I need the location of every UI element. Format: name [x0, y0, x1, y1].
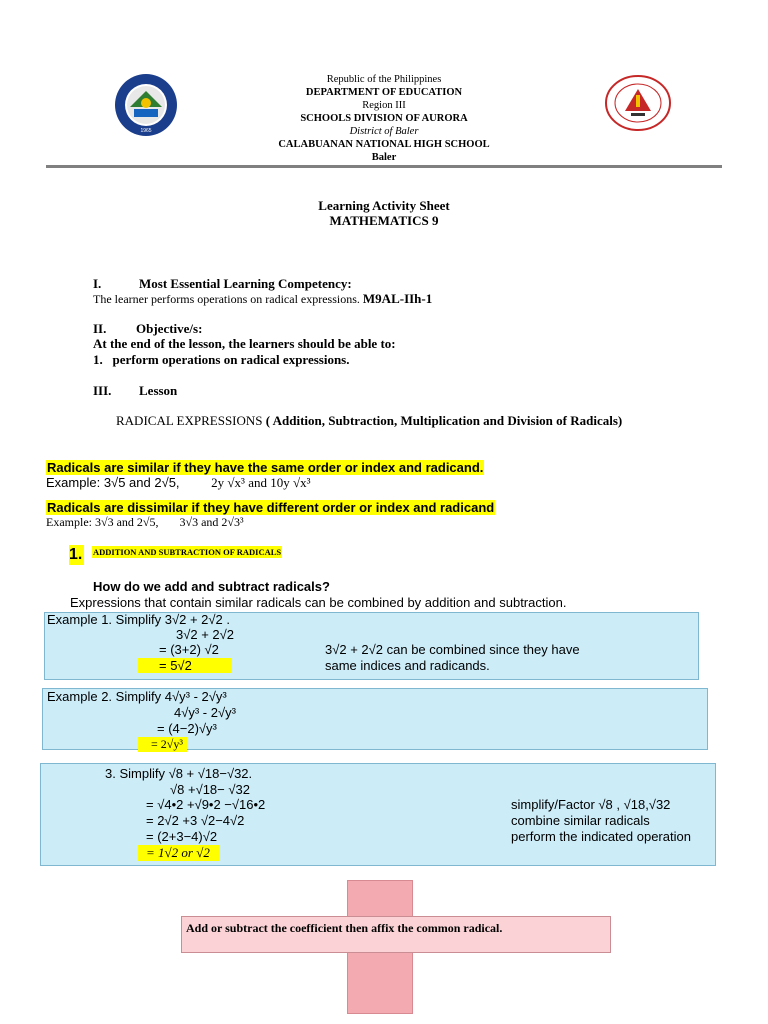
dissimilar-example-label: Example: — [46, 515, 92, 529]
example1-note1: 3√2 + 2√2 can be combined since they have — [325, 642, 580, 657]
similar-example-b: 2y √x³ and 10y √x³ — [211, 475, 311, 490]
topic-title: ADDITION AND SUBTRACTION OF RADICALS — [93, 547, 282, 557]
section3-num: III. — [93, 383, 112, 398]
example2-answer: = 2√y³ — [138, 737, 187, 752]
example2-line1: Example 2. Simplify 4√y³ - 2√y³ — [47, 689, 227, 704]
school-seal-logo — [605, 75, 671, 131]
header-region: Region III — [362, 100, 406, 111]
seal-year: 1965 — [140, 128, 152, 134]
example1-note2: same indices and radicands. — [325, 658, 490, 673]
example1-line1: Example 1. Simplify 3√2 + 2√2 . — [47, 612, 230, 627]
header-country: Republic of the Philippines — [326, 74, 442, 85]
objective-intro: At the end of the lesson, the learners should be able to: — [93, 336, 396, 351]
example3-line2: √8 +√18− √32 — [170, 782, 250, 797]
sheet-title: Learning Activity Sheet — [318, 198, 450, 213]
topic-number: 1. — [69, 546, 83, 563]
header-divider — [46, 165, 722, 168]
header-town: Baler — [371, 152, 397, 163]
example3-line5: = (2+3−4)√2 — [146, 829, 218, 844]
example3-line4: = 2√2 +3 √2−4√2 — [146, 813, 245, 828]
example3-note3: perform the indicated operation — [511, 829, 691, 844]
header-district: District of Baler — [349, 126, 419, 137]
explanation: Expressions that contain similar radicals can be combined by addition and subtraction. — [70, 595, 567, 610]
example3-note1: simplify/Factor √8 , √18,√32 — [511, 797, 671, 812]
example2-line2: 4√y³ - 2√y³ — [174, 705, 236, 720]
lesson-title-sub: ( Addition, Subtraction, Multiplication and Division of Radicals) — [262, 413, 623, 428]
division-seal-logo — [114, 73, 178, 137]
subject-title: MATHEMATICS 9 — [329, 213, 439, 228]
competency-code: M9AL-IIh-1 — [362, 291, 433, 306]
dissimilar-example-b: 3√3 and 2√3³ — [179, 515, 244, 529]
header-school: CALABUANAN NATIONAL HIGH SCHOOL — [278, 139, 490, 150]
section2-heading: Objective/s: — [136, 321, 203, 336]
example1-answer: = 5√2 — [138, 658, 232, 673]
example2-line3: = (4−2)√y³ — [157, 721, 217, 736]
section2-num: II. — [93, 321, 107, 336]
header-division: SCHOOLS DIVISION OF AURORA — [300, 113, 468, 124]
rule-text: Add or subtract the coefficient then affix the common radical. — [186, 921, 503, 935]
objective-item: 1. perform operations on radical expressions. — [93, 352, 350, 367]
dissimilar-example-a: 3√3 and 2√5, — [94, 515, 159, 529]
section1-num: I. — [93, 276, 102, 291]
example1-line3: = (3+2) √2 — [159, 642, 219, 657]
question: How do we add and subtract radicals? — [93, 579, 330, 594]
similar-example-label: Example: — [46, 475, 101, 490]
section1-heading: Most Essential Learning Competency: — [139, 276, 352, 291]
dissimilar-rule: Radicals are dissimilar if they have different order or index and radicand — [47, 500, 495, 515]
header-department: DEPARTMENT OF EDUCATION — [305, 87, 463, 98]
lesson-title-main: RADICAL EXPRESSIONS — [116, 413, 263, 428]
example3-answer: = 1√2 or √2 — [138, 845, 220, 861]
example3-line3: = √4•2 +√9•2 −√16•2 — [146, 797, 266, 812]
section3-heading: Lesson — [139, 383, 178, 398]
section1-text: The learner performs operations on radical expressions. — [93, 292, 360, 306]
similar-rule: Radicals are similar if they have the same order or index and radicand. — [47, 460, 484, 475]
example3-note2: combine similar radicals — [511, 813, 650, 828]
example1-line2: 3√2 + 2√2 — [176, 627, 235, 642]
similar-example-a: 3√5 and 2√5, — [103, 475, 180, 490]
example3-line1: 3. Simplify √8 + √18−√32. — [105, 766, 253, 781]
